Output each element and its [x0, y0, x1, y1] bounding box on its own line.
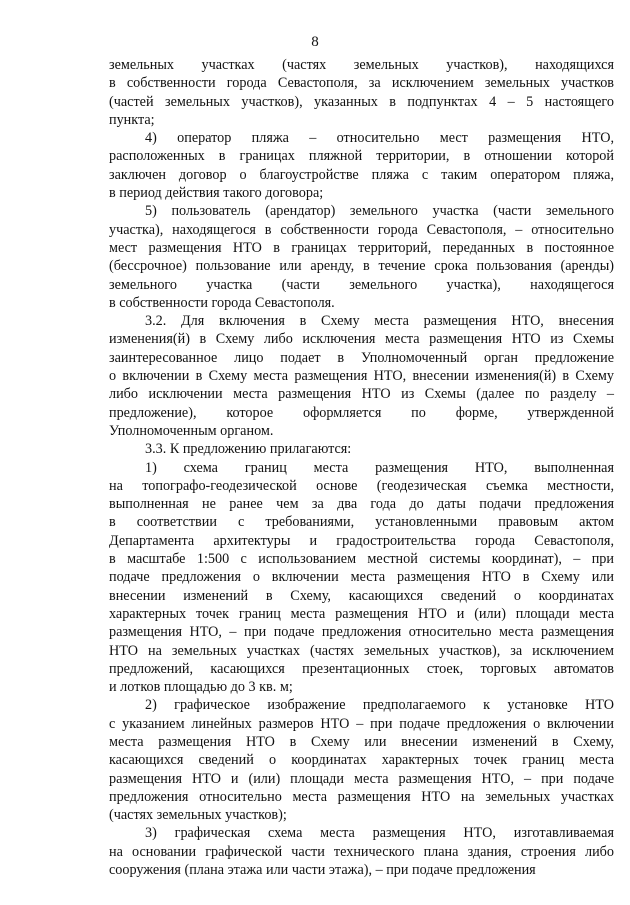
text-line: (частей земельных участков), указанных в подпунктах 4 – 5 настоящего	[109, 93, 614, 110]
text-line: (частях земельных участков);	[109, 807, 287, 824]
text-line: предложение), которое оформляется по форме, утвержденной	[109, 404, 614, 421]
paragraph	[109, 202, 614, 312]
text-line: в масштабе 1:500 с использованием местной системы координат), – при	[109, 551, 614, 568]
text-line: заинтересованное лицо подает в Уполномоченный орган предложение	[109, 349, 614, 366]
text-line: сооружения (плана этажа или части этажа), – при подаче предложения	[109, 862, 536, 879]
text-line: характерных точек границ места размещения НТО и (или) площади места	[109, 605, 614, 622]
text-line: предложений, касающихся презентационных стоек, торговых автоматов	[109, 660, 614, 677]
text-line: предложения относительно места размещения НТО на земельных участках	[109, 788, 614, 805]
text-line: 1) схема границ места размещения НТО, выполненная	[145, 459, 614, 476]
text-line: на основании графической части технического плана здания, строения либо	[109, 843, 614, 860]
text-line: и лотков площадью до 3 кв. м;	[109, 679, 293, 696]
text-line: земельного участка (части земельного участка), находящегося	[109, 276, 614, 293]
page-number: 8	[311, 34, 319, 50]
text-line: НТО на земельных участках (частях земельных участков), за исключением	[109, 642, 614, 659]
text-line: на топографо-геодезической основе (геодезическая съемка местности,	[109, 477, 614, 494]
text-line: 3) графическая схема места размещения НТО, изготавливаемая	[145, 825, 614, 842]
text-line: места размещения НТО в Схему или внесении изменений в Схему,	[109, 733, 614, 750]
text-line: заключен договор о благоустройстве пляжа с таким оператором пляжа,	[109, 166, 614, 183]
text-line: участка), находящегося в собственности города Севастополя, – относительно	[109, 221, 614, 238]
text-line: Департамента архитектуры и градостроительства города Севастополя,	[109, 532, 614, 549]
text-line: земельных участках (частях земельных участков), находящихся	[109, 57, 614, 73]
text-line: размещения НТО, – при подаче предложения относительно места размещения	[109, 624, 614, 641]
paragraph	[109, 824, 614, 879]
text-line: размещения НТО и (или) площади места размещения НТО, – при подаче	[109, 770, 614, 787]
text-line: 3.3. К предложению прилагаются:	[145, 441, 352, 458]
text-line: либо исключении места размещения НТО из Схемы (далее по разделу –	[109, 386, 614, 403]
document-body	[109, 56, 614, 879]
text-line: расположенных в границах пляжной территории, в отношении которой	[109, 148, 614, 165]
text-line: в соответствии с требованиями, установленными правовым актом	[109, 514, 614, 531]
paragraph	[109, 440, 614, 458]
text-line: внесении изменений в Схему, касающихся сведений о координатах	[109, 587, 614, 604]
paragraph	[109, 129, 614, 202]
text-line: изменения(й) в Схему либо исключения места размещения НТО из Схемы	[109, 331, 614, 348]
text-line: касающихся сведений о координатах характерных точек границ места	[109, 752, 614, 769]
paragraph	[109, 312, 614, 440]
text-line: в собственности города Севастополя.	[109, 294, 335, 311]
text-line: 5) пользователь (арендатор) земельного участка (части земельного	[145, 203, 614, 220]
paragraph	[109, 696, 614, 824]
text-line: с указанием линейных размеров НТО – при подаче предложения о включении	[109, 715, 614, 732]
text-line: (бессрочное) пользование или аренду, в течение срока пользования (аренды)	[109, 258, 614, 275]
paragraph	[109, 459, 614, 697]
text-line: Уполномоченным органом.	[109, 422, 274, 439]
text-line: мест размещения НТО в границах территорий, переданных в постоянное	[109, 239, 614, 256]
text-line: пункта;	[109, 111, 155, 128]
text-line: выполненная не ранее чем за два года до даты подачи предложения	[109, 496, 614, 513]
text-line: в собственности города Севастополя, за исключением земельных участков	[109, 75, 614, 92]
text-line: 2) графическое изображение предполагаемого к установке НТО	[145, 697, 614, 714]
paragraph	[109, 56, 614, 129]
text-line: в период действия такого договора;	[109, 185, 324, 202]
text-line: 4) оператор пляжа – относительно мест размещения НТО,	[145, 130, 614, 147]
text-line: 3.2. Для включения в Схему места размещения НТО, внесения	[145, 313, 614, 330]
text-line: подаче предложения о включении места размещения НТО в Схему или	[109, 569, 614, 586]
text-line: о включении в Схему места размещения НТО, внесении изменения(й) в Схему	[109, 368, 614, 385]
